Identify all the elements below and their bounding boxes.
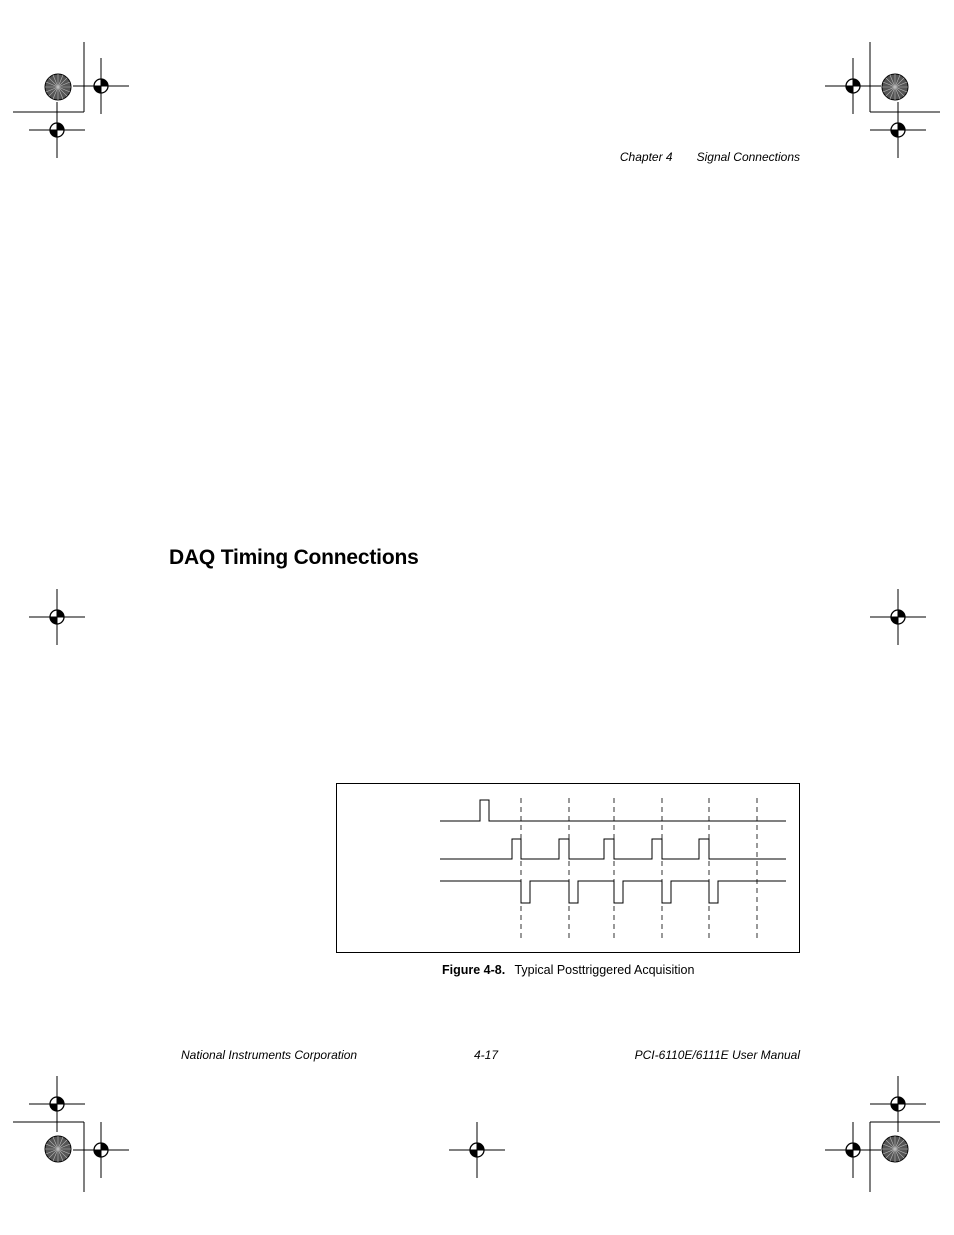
scan-clock-waveform: [440, 839, 786, 859]
footer-company: National Instruments Corporation: [181, 1048, 358, 1062]
figure-caption: [442, 963, 694, 977]
figure-number: Figure 4-8.: [442, 963, 506, 977]
header-chapter: Chapter 4: [619, 150, 673, 164]
convert-waveform: [440, 881, 786, 903]
timing-diagram: [337, 784, 799, 952]
timing-reference-lines: [521, 798, 757, 942]
header-section: Signal Connections: [696, 150, 800, 164]
footer-manual-title: PCI-6110E/6111E User Manual: [634, 1048, 800, 1062]
footer-page-number: 4-17: [474, 1048, 499, 1062]
trigger-waveform: [440, 800, 786, 821]
running-header: [620, 150, 800, 164]
section-title: DAQ Timing Connections: [169, 546, 419, 569]
timing-diagram-figure: [336, 783, 800, 953]
figure-caption-text: Typical Posttriggered Acquisition: [514, 963, 695, 977]
